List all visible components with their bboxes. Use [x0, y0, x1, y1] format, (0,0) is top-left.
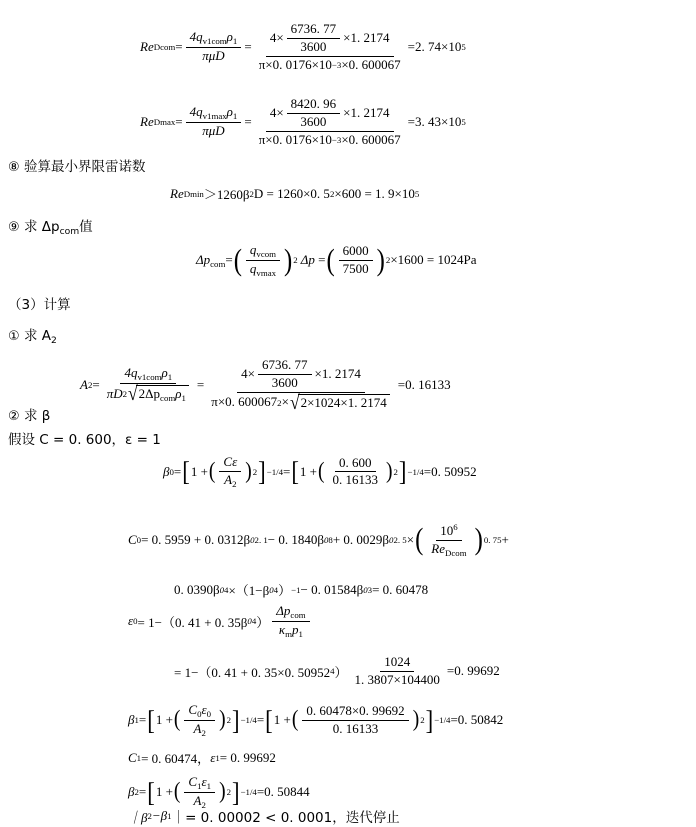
- heading-section-3: （3）计算: [8, 297, 71, 313]
- inner-fraction: $\frac{6736. 77}{3600}$: [258, 358, 312, 391]
- term-2: − 0. 1840β: [267, 531, 324, 547]
- eq-lhs-sub: 2: [87, 379, 93, 390]
- right-paren: ): [219, 778, 226, 805]
- step-marker: ②: [8, 409, 20, 424]
- left-paren-2: (: [318, 458, 325, 484]
- right-bracket-2: ]: [425, 705, 434, 736]
- outer-power-2: −1/4: [407, 466, 424, 477]
- right-paren-2: ): [412, 706, 420, 733]
- ratio-fraction: $\frac{C_1\varepsilon_1}{A_2}$: [184, 775, 215, 810]
- radical-sign: √: [289, 390, 300, 414]
- power: 2: [252, 466, 258, 477]
- fraction-numerator-values: 4× $\frac{6736. 77}{3600}$ ×1. 2174: [237, 358, 365, 393]
- equation-eps0-line2: = 1−（0. 41 + 0. 35×0. 50952 4 ） $\frac{1024}{1. 3807\times 104400}$ = 0. 99692: [174, 654, 500, 687]
- term-2: ）: [334, 664, 348, 680]
- step-text: 验算最小界限雷诺数: [23, 159, 146, 175]
- fraction-numerator: $4q_{v1com}\rho_1$: [186, 30, 242, 48]
- eq-body: ＞1260β: [203, 187, 250, 202]
- eq-result: 0. 99692: [454, 663, 500, 679]
- left-bracket: [: [147, 705, 155, 736]
- equation-c1-eps1: [128, 748, 276, 767]
- equals-sign: =: [446, 663, 455, 679]
- equals-sign-2: =: [256, 712, 265, 728]
- equals-sign-3: =: [397, 376, 406, 392]
- term-1: 0. 0390β: [174, 581, 220, 597]
- term-3: ）: [278, 583, 292, 598]
- eq-lhs: β: [128, 712, 135, 728]
- ratio-fraction: $\frac{10^6}{Re_{Dcom}}$: [431, 522, 467, 558]
- term-1: = 1−（0. 41 + 0. 35×0. 50952: [174, 664, 331, 680]
- left-paren-2: (: [291, 706, 299, 733]
- left-paren: (: [173, 778, 181, 805]
- ratio-fraction: $\frac{C\varepsilon}{A_2}$: [219, 455, 241, 489]
- equals-sign-3: =: [407, 114, 416, 130]
- step-marker: ⑨: [8, 220, 20, 235]
- fraction-denominator-values: π×0. 0176×10 −3 ×0. 600067: [258, 131, 401, 147]
- term-2: ）: [256, 614, 270, 630]
- outer-power: −1/4: [240, 715, 257, 726]
- eq-lhs-sub: Dmin: [183, 188, 204, 199]
- fraction-denominator: πD 2 √ $2\Delta p_{com}\rho_1$: [103, 384, 194, 403]
- radical-sign: √: [128, 381, 138, 405]
- power-2: 2: [420, 715, 425, 726]
- equals-sign: =: [92, 376, 100, 392]
- equation-a2: [80, 357, 451, 414]
- term-1: ｜β: [128, 809, 148, 825]
- eq-result: 2. 74×10: [415, 39, 462, 55]
- right-paren-2: ): [376, 243, 385, 277]
- fraction-denominator: πμD: [202, 123, 225, 139]
- right-bracket: ]: [231, 777, 240, 808]
- term-3: ｜= 0. 00002 < 0. 0001，迭代停止: [171, 810, 400, 826]
- fraction-denominator-values: π×0. 600067 2 × √ 2×1024×1. 2174: [207, 393, 394, 412]
- eq-lhs-sub: 0: [136, 534, 142, 545]
- radicand: 2×1024×1. 2174: [298, 394, 390, 412]
- fraction-denominator-values: π×0. 0176×10 −3 ×0. 600067: [258, 56, 401, 72]
- ratio-fraction: $\frac{q_{vcom}}{q_{vmax}}$: [246, 243, 280, 278]
- one-plus: 1 +: [190, 463, 208, 479]
- eq-result: 0. 50844: [264, 784, 310, 800]
- fraction-values: [255, 22, 405, 73]
- eq-lhs-2-sub: 1: [215, 752, 220, 763]
- step-marker: ⑧: [8, 160, 20, 175]
- left-paren: (: [208, 458, 216, 484]
- term-2: = 0. 99692: [219, 749, 276, 765]
- equals-sign: =: [175, 39, 183, 55]
- eq-tail: ×1600 = 1024Pa: [390, 252, 477, 268]
- equals-sign: =: [173, 463, 182, 479]
- fraction-numerator: $4q_{v1max}\rho_1$: [186, 105, 242, 123]
- heading-step-1: [8, 324, 57, 346]
- ratio-fraction: $\frac{\Delta p_{com}}{\kappa_mp_1}$: [272, 604, 309, 639]
- equation-beta0: [163, 455, 477, 489]
- eq-result: 3. 43×10: [415, 114, 462, 130]
- equals-sign: =: [138, 784, 147, 800]
- left-bracket: [: [182, 456, 190, 487]
- eq-result-exp: 5: [461, 117, 466, 128]
- term-2: ×（1−β: [228, 583, 270, 598]
- fraction-numerator-values: 4× $\frac{8420. 96}{3600}$ ×1. 2174: [266, 97, 394, 132]
- eq-lhs: β: [128, 784, 135, 800]
- step-text: 求 $A_2$: [23, 328, 57, 346]
- eq-lhs-sub: 2: [134, 787, 139, 798]
- eq-mid: Δp =: [300, 252, 326, 268]
- equation-re-dmin: Re Dmin ＞1260β 2 D = 1260×0. 5 2 ×600 = 1. 9×10 5: [170, 185, 420, 202]
- equals-sign-2: =: [256, 784, 265, 800]
- power: 0. 75: [483, 534, 502, 545]
- equals-sign-3: =: [407, 39, 416, 55]
- equals-sign-3: =: [423, 463, 432, 479]
- equation-re-dcom: [140, 22, 466, 73]
- equals-sign-2: =: [244, 39, 252, 55]
- equation-c0-line1: C 0 = 0. 5959 + 0. 0312β 0 2. 1 − 0. 1840β 0 8 + 0. 0029β 0 2. 5 × ( $\frac{10^6}{Re_{Dcom}}$ ) 0. 75 +: [128, 522, 509, 558]
- equals-sign-2: =: [282, 463, 291, 479]
- eq-result: 0. 50842: [457, 712, 504, 728]
- heading-step-2: [8, 404, 50, 424]
- term-1: = 1−（0. 41 + 0. 35β: [137, 614, 248, 630]
- eq-lhs: Re: [140, 114, 154, 130]
- left-paren-2: (: [326, 243, 335, 277]
- equals-sign: =: [225, 252, 233, 268]
- sqrt: [128, 381, 189, 405]
- equation-c0-line2: 0. 0390β 0 4 ×（1−β 0 4 ） −1 − 0. 01584β 0 3 = 0. 60478: [174, 581, 429, 598]
- fraction-numerator: $4q_{v1com}\rho_1$: [120, 366, 176, 384]
- term-5: = 0. 60478: [372, 581, 429, 597]
- eq-body-3: ×600 = 1. 9×10: [334, 185, 415, 201]
- eq-lhs: ε: [128, 613, 134, 629]
- fraction-numerator-values: 4× $\frac{6736. 77}{3600}$ ×1. 2174: [266, 22, 394, 57]
- assumption-text: 假设 C = 0. 600，ε = 1: [8, 432, 161, 448]
- fraction-formula: [186, 105, 242, 139]
- eq-lhs-sub: 1: [134, 715, 139, 726]
- ratio-fraction: $\frac{1024}{1. 3807\times 104400}$: [354, 654, 440, 687]
- term-2: −β: [151, 808, 168, 823]
- left-paren: (: [415, 522, 424, 557]
- term-4: − 0. 01584β: [300, 581, 364, 597]
- fraction-formula: [186, 30, 242, 64]
- fraction-values: [207, 357, 394, 414]
- eq-lhs-sub: 1: [136, 752, 142, 763]
- left-bracket-2: [: [291, 456, 299, 487]
- power-2: 2: [385, 255, 391, 266]
- one-plus-2: 1 +: [273, 712, 291, 728]
- one-plus: 1 +: [155, 784, 173, 800]
- right-paren-2: ): [386, 458, 393, 484]
- eq-result-exp: 5: [461, 42, 466, 53]
- step-text: 求 β: [23, 408, 51, 424]
- equation-delta-p-com: [196, 243, 477, 278]
- eq-lhs-sub: 0: [133, 616, 138, 627]
- heading-step-14: [8, 155, 145, 175]
- fraction-denominator: πμD: [202, 48, 225, 64]
- right-bracket: ]: [231, 705, 240, 736]
- ratio-fraction-2: $\frac{6000}{7500}$: [339, 244, 373, 277]
- ratio-fraction-2: $\frac{0. 60478\times 0. 99692}{0. 16133}$: [302, 704, 408, 737]
- term-1: = 0. 60474，: [141, 751, 211, 766]
- inner-fraction: $\frac{6736. 77}{3600}$: [287, 22, 341, 55]
- power: 2: [226, 787, 231, 798]
- equals-sign: =: [175, 114, 183, 130]
- term-4: ×: [406, 531, 415, 547]
- one-plus: 1 +: [155, 712, 173, 728]
- right-paren: ): [474, 522, 483, 557]
- step-text: 求 $\Delta p_{com}$值: [23, 219, 93, 237]
- left-paren: (: [233, 243, 242, 277]
- ratio-fraction: $\frac{C_0\varepsilon_0}{A_2}$: [184, 703, 215, 738]
- term-3: + 0. 0029β: [332, 531, 390, 547]
- eq-lhs: A: [80, 376, 88, 392]
- eq-lhs: Re: [140, 39, 154, 55]
- eq-tail: +: [501, 531, 509, 547]
- right-paren: ): [245, 458, 252, 484]
- outer-power: −1/4: [266, 466, 283, 477]
- heading-step-15: [8, 215, 93, 237]
- power: 2: [293, 255, 298, 266]
- eq-lhs: C: [128, 531, 137, 547]
- right-paren: ): [284, 243, 293, 277]
- convergence-statement: ｜β 2 −β 1 ｜= 0. 00002 < 0. 0001，迭代停止: [128, 808, 400, 826]
- outer-power-2: −1/4: [434, 715, 451, 726]
- fraction-values: [255, 97, 405, 148]
- equals-sign-2: =: [196, 376, 205, 392]
- power-2: 2: [393, 466, 398, 477]
- term-1: = 0. 5959 + 0. 0312β: [141, 531, 251, 547]
- left-paren: (: [173, 706, 181, 733]
- eq-lhs-sub: Dcom: [153, 42, 176, 53]
- eq-lhs-2: ε: [210, 749, 216, 765]
- equation-eps0-line1: ε 0 = 1−（0. 41 + 0. 35β 0 4 ） $\frac{\Delta p_{com}}{\kappa_mp_1}$: [128, 604, 313, 639]
- eq-lhs: C: [128, 749, 137, 765]
- equation-beta2: [128, 775, 310, 810]
- fraction-formula: [103, 366, 194, 403]
- eq-body-2: D = 1260×0. 5: [253, 185, 330, 201]
- outer-power: −1/4: [240, 787, 257, 798]
- equals-sign-2: =: [244, 114, 252, 130]
- eq-result: 0. 50952: [431, 463, 477, 479]
- right-paren: ): [219, 706, 226, 733]
- equals-sign: =: [138, 712, 147, 728]
- radicand: $2\Delta p_{com}\rho_1$: [136, 385, 189, 403]
- eq-lhs: Re: [170, 185, 184, 201]
- step-marker: ①: [8, 329, 20, 344]
- left-bracket-2: [: [265, 705, 273, 736]
- left-bracket: [: [147, 777, 155, 808]
- eq-lhs: β: [163, 463, 170, 479]
- equation-beta1: [128, 703, 503, 738]
- eq-lhs: $\Delta p_{com}$: [196, 252, 226, 269]
- right-bracket-2: ]: [398, 456, 407, 487]
- eq-result: 0. 16133: [405, 376, 451, 392]
- eq-lhs-sub: 0: [169, 466, 174, 477]
- one-plus-2: 1 +: [299, 463, 317, 479]
- right-bracket: ]: [258, 456, 266, 487]
- equation-re-dmax: [140, 97, 466, 148]
- power: 2: [226, 715, 231, 726]
- ratio-fraction-2: $\frac{0. 600}{0. 16133}$: [332, 454, 378, 488]
- eq-lhs-sub: Dmax: [153, 117, 176, 128]
- equals-sign-3: =: [450, 712, 458, 728]
- inner-fraction: $\frac{8420. 96}{3600}$: [287, 97, 341, 130]
